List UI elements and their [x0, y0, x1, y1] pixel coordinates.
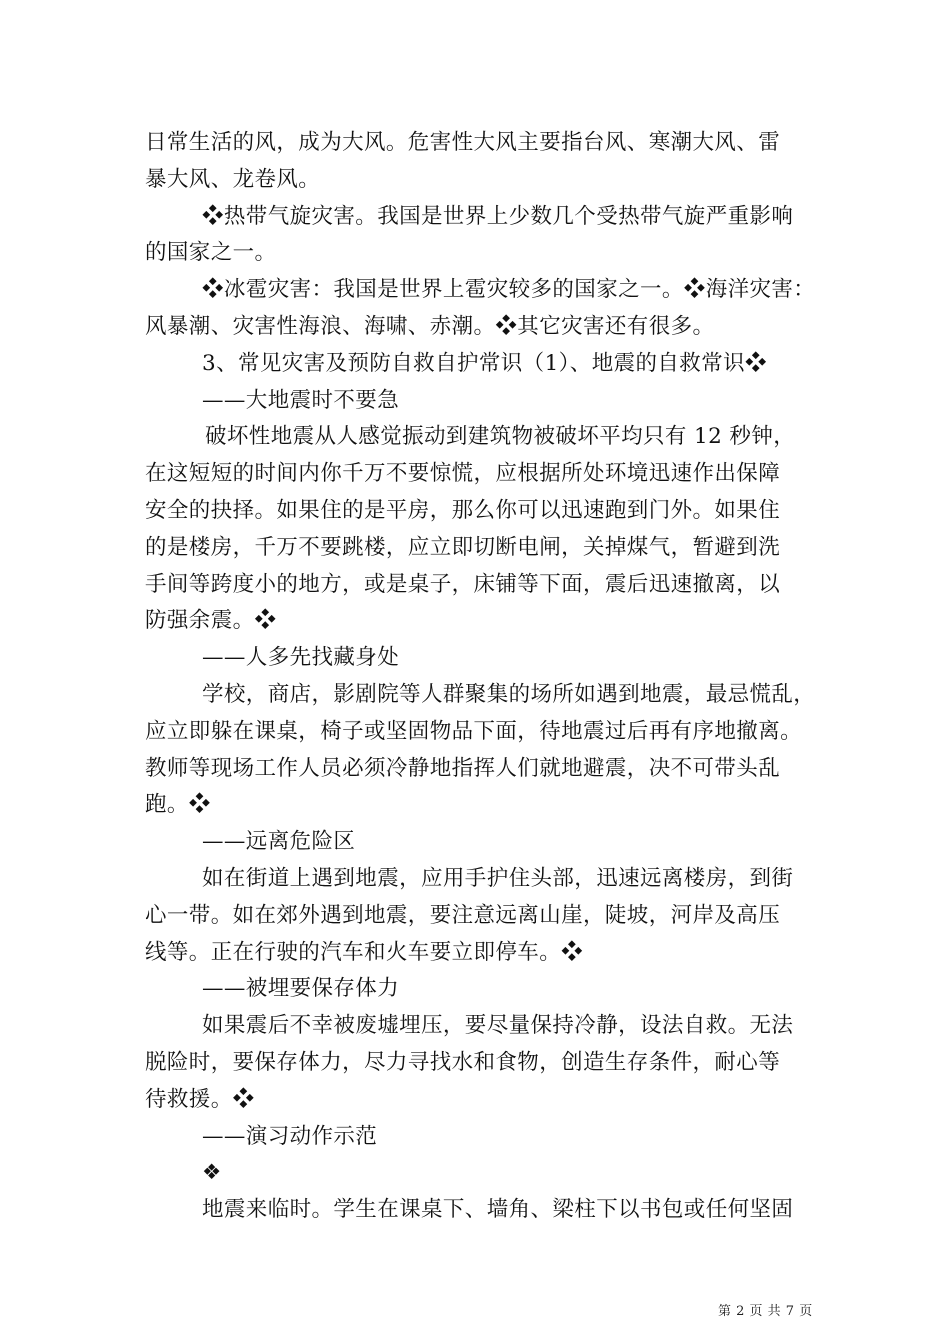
text-line: 安全的抉择。如果住的是平房，那么你可以迅速跑到门外。如果住 — [145, 497, 781, 523]
text-line: 的国家之一。 — [145, 240, 277, 266]
section-heading: 3、常见灾害及预防自救自护常识（1）、地震的自救常识❖ — [202, 350, 767, 376]
text-line: 待救援。❖ — [145, 1086, 255, 1112]
text-line: 地震来临时。学生在课桌下、墙角、梁柱下以书包或任何坚固 — [202, 1197, 794, 1223]
text-line: 如果震后不幸被废墟埋压，要尽量保持冷静，设法自救。无法 — [202, 1013, 794, 1039]
text-line: 的是楼房，千万不要跳楼，应立即切断电闸，关掉煤气，暂避到洗 — [145, 534, 781, 560]
text-line: 暴大风、龙卷风。 — [145, 166, 321, 192]
text-line: 脱险时，要保存体力，尽力寻找水和食物，创造生存条件，耐心等 — [145, 1049, 781, 1075]
bullet-line: ❖ — [202, 1160, 222, 1186]
subheading: ——演习动作示范 — [202, 1123, 378, 1149]
text-line: 心一带。如在郊外遇到地震，要注意远离山崖，陡坡，河岸及高压 — [145, 902, 781, 928]
document-body — [145, 125, 816, 1229]
text-line: 风暴潮、灾害性海浪、海啸、赤潮。❖其它灾害还有很多。 — [145, 313, 715, 339]
text-line: 破坏性地震从人感觉振动到建筑物被破坏平均只有 12 秒钟， — [205, 424, 796, 450]
text-line: 手间等跨度小的地方，或是桌子，床铺等下面，震后迅速撤离，以 — [145, 571, 781, 597]
subheading: ——远离危险区 — [202, 829, 356, 855]
page-number-footer: 第 2 页 共 7 页 — [718, 1304, 813, 1319]
text-line: 线等。正在行驶的汽车和火车要立即停车。❖ — [145, 939, 584, 965]
text-line: ❖冰雹灾害：我国是世界上雹灾较多的国家之一。❖海洋灾害： — [202, 277, 816, 303]
text-line: 日常生活的风，成为大风。危害性大风主要指台风、寒潮大风、雷 — [145, 130, 781, 155]
text-line: ❖热带气旋灾害。我国是世界上少数几个受热带气旋严重影响 — [202, 203, 794, 229]
text-line: 应立即躲在课桌，椅子或坚固物品下面，待地震过后再有序地撤离。 — [145, 718, 803, 744]
subheading: ——大地震时不要急 — [202, 387, 400, 413]
subheading: ——人多先找藏身处 — [202, 645, 400, 671]
text-line: 如在街道上遇到地震，应用手护住头部，迅速远离楼房，到街 — [202, 865, 794, 891]
text-line: 跑。❖ — [145, 792, 211, 818]
text-line: 在这短短的时间内你千万不要惊慌，应根据所处环境迅速作出保障 — [145, 461, 781, 487]
subheading: ——被埋要保存体力 — [202, 976, 400, 1002]
text-line: 防强余震。❖ — [145, 608, 277, 634]
text-line: 教师等现场工作人员必须冷静地指挥人们就地避震，决不可带头乱 — [145, 755, 781, 781]
text-line: 学校，商店，影剧院等人群聚集的场所如遇到地震，最忌慌乱， — [202, 681, 816, 707]
